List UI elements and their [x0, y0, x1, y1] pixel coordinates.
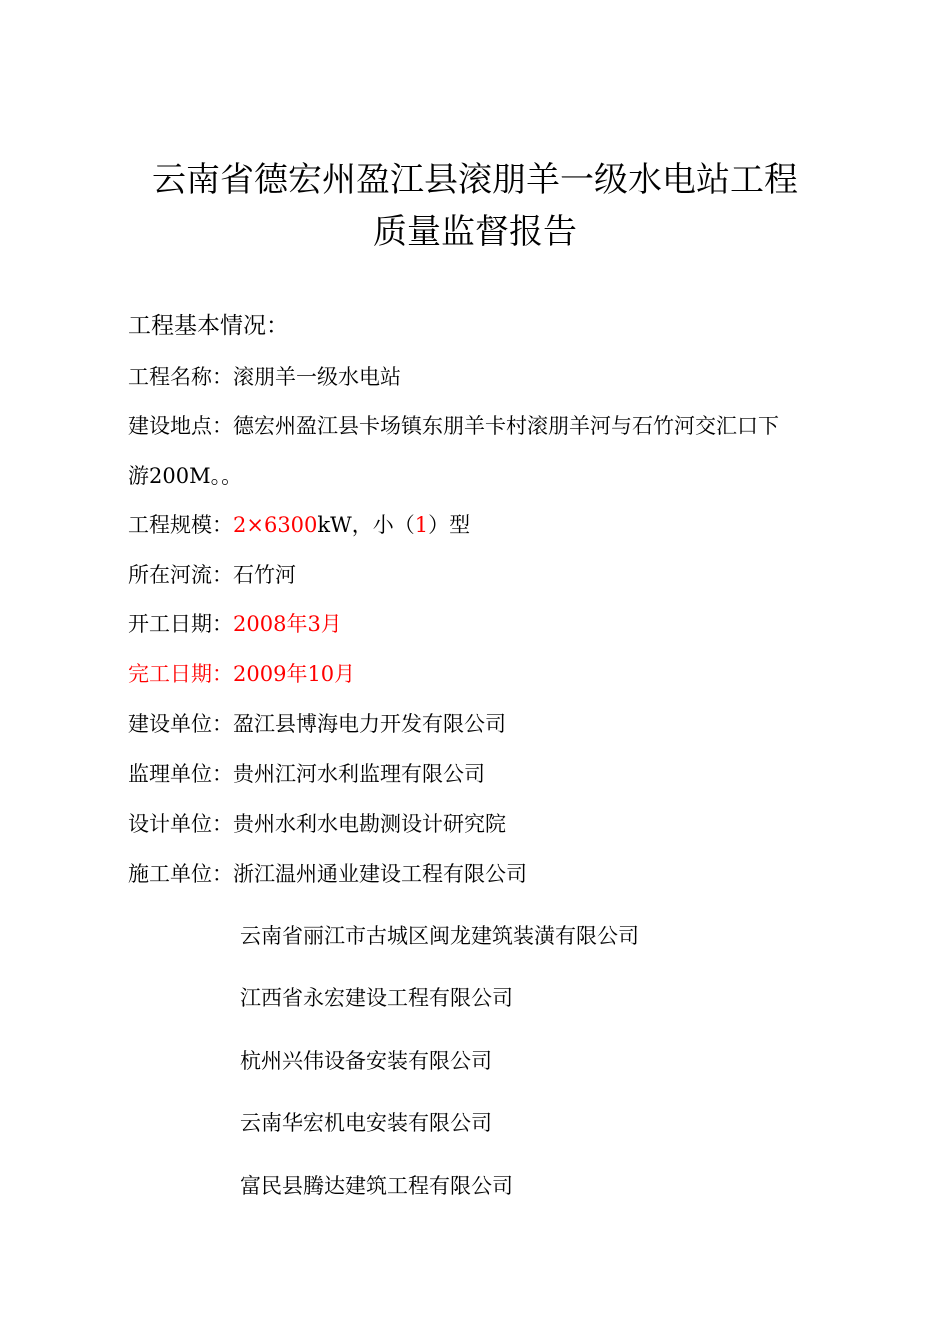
field-label: 工程规模： [128, 513, 233, 537]
contractor-item: 云南华宏机电安装有限公司 [240, 1111, 492, 1135]
document-title-line-1: 云南省德宏州盈江县滚朋羊一级水电站工程 [152, 160, 798, 200]
field-designer [128, 809, 506, 839]
contractor-item: 云南省丽江市古城区闽龙建筑装潢有限公司 [240, 924, 639, 948]
field-value: 德宏州盈江县卡场镇东朋羊卡村滚朋羊河与石竹河交汇口下 [233, 414, 779, 438]
field-value: 2008年3月 [233, 612, 342, 636]
field-label: 设计单位： [128, 812, 233, 836]
contractor-item: 富民县腾达建筑工程有限公司 [240, 1174, 513, 1198]
field-value: 游200M。。 [128, 464, 243, 488]
field-owner [128, 709, 506, 739]
field-value-unit: kW，小（ [317, 513, 415, 537]
field-label: 完工日期： [128, 662, 233, 686]
field-value: 盈江县博海电力开发有限公司 [233, 712, 506, 736]
field-scale [128, 510, 470, 540]
field-supervisor [128, 759, 485, 789]
field-value: 滚朋羊一级水电站 [233, 365, 401, 389]
field-location-continued [128, 461, 242, 491]
field-label: 工程名称： [128, 365, 233, 389]
contractor-item: 江西省永宏建设工程有限公司 [240, 986, 513, 1010]
field-value: 贵州水利水电勘测设计研究院 [233, 812, 506, 836]
field-value: 石竹河 [233, 563, 296, 587]
field-label: 开工日期： [128, 612, 233, 636]
contractor-item: 杭州兴伟设备安装有限公司 [240, 1049, 492, 1073]
field-value: 浙江温州通业建设工程有限公司 [233, 862, 527, 886]
field-label: 建设单位： [128, 712, 233, 736]
field-location [128, 411, 779, 441]
field-end-date [128, 659, 355, 689]
field-value-capacity: 2×6300 [233, 513, 318, 537]
field-label: 所在河流： [128, 563, 233, 587]
field-value: 2009年10月 [233, 662, 356, 686]
field-label: 施工单位： [128, 862, 233, 886]
field-start-date [128, 609, 342, 639]
field-project-name [128, 362, 401, 392]
field-label: 建设地点： [128, 414, 233, 438]
document-title-line-2: 质量监督报告 [373, 212, 577, 252]
section-heading: 工程基本情况： [128, 313, 289, 339]
field-contractor [128, 859, 527, 889]
field-value-class: 1 [414, 513, 429, 537]
field-river [128, 560, 296, 590]
field-label: 监理单位： [128, 762, 233, 786]
field-value: 贵州江河水利监理有限公司 [233, 762, 485, 786]
field-value-type: ）型 [428, 513, 471, 537]
